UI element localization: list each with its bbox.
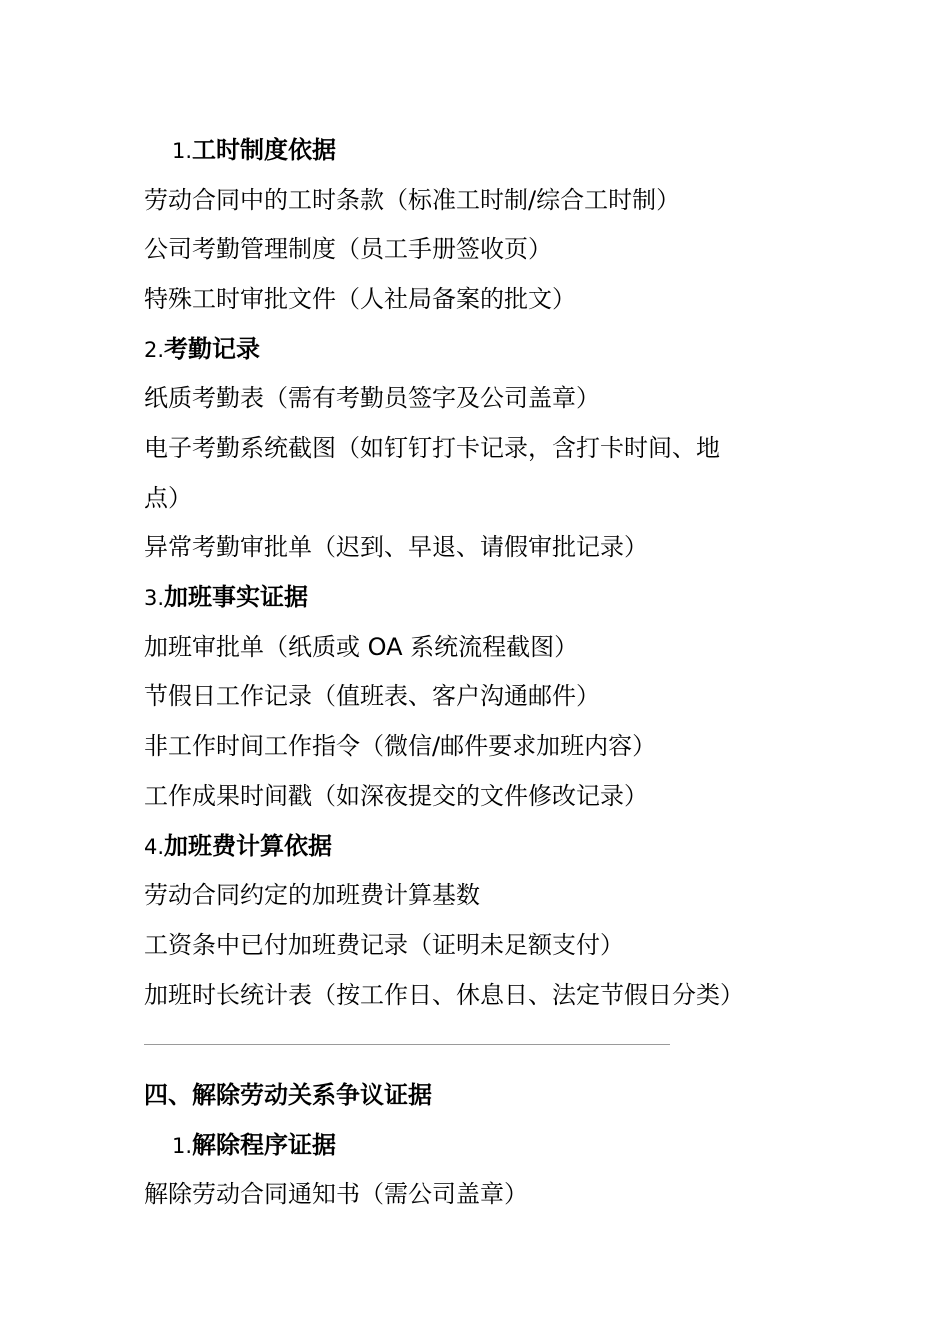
section-number: 1. (172, 1134, 193, 1158)
list-item: 加班时长统计表（按工作日、休息日、法定节假日分类） (144, 981, 744, 1009)
subsection-heading (172, 1125, 336, 1165)
section-title: 工时制度依据 (192, 136, 337, 164)
part-title: 四、解除劳动关系争议证据 (144, 1081, 432, 1109)
section-number: 3. (144, 586, 165, 610)
section-heading-4 (144, 826, 332, 866)
section-title: 加班事实证据 (164, 583, 309, 611)
list-item: 非工作时间工作指令（微信/邮件要求加班内容） (144, 732, 657, 760)
section-title: 加班费计算依据 (164, 832, 333, 860)
section-number: 2. (144, 338, 165, 362)
section-heading-1 (172, 130, 336, 170)
list-item: 工作成果时间戳（如深夜提交的文件修改记录） (144, 782, 648, 810)
section-number: 1. (172, 139, 193, 163)
list-item: 节假日工作记录（值班表、客户沟通邮件） (144, 682, 600, 710)
section-heading-3 (144, 577, 308, 617)
list-item-continuation: 点） (144, 484, 192, 512)
horizontal-divider (144, 1044, 670, 1045)
list-item: 劳动合同约定的加班费计算基数 (144, 881, 480, 909)
list-item: 电子考勤系统截图（如钉钉打卡记录，含打卡时间、地 (144, 434, 720, 462)
list-item: 异常考勤审批单（迟到、早退、请假审批记录） (144, 533, 648, 561)
section-title: 解除程序证据 (192, 1131, 337, 1159)
list-item: 解除劳动合同通知书（需公司盖章） (144, 1180, 528, 1208)
list-item: 工资条中已付加班费记录（证明未足额支付） (144, 931, 624, 959)
list-item: 公司考勤管理制度（员工手册签收页） (144, 235, 552, 263)
list-item: 劳动合同中的工时条款（标准工时制/综合工时制） (144, 186, 681, 214)
section-number: 4. (144, 835, 165, 859)
list-item: 纸质考勤表（需有考勤员签字及公司盖章） (144, 384, 600, 412)
section-heading-2 (144, 329, 260, 369)
list-item: 加班审批单（纸质或 OA 系统流程截图） (144, 633, 579, 661)
section-title: 考勤记录 (164, 335, 261, 363)
list-item: 特殊工时审批文件（人社局备案的批文） (144, 285, 576, 313)
